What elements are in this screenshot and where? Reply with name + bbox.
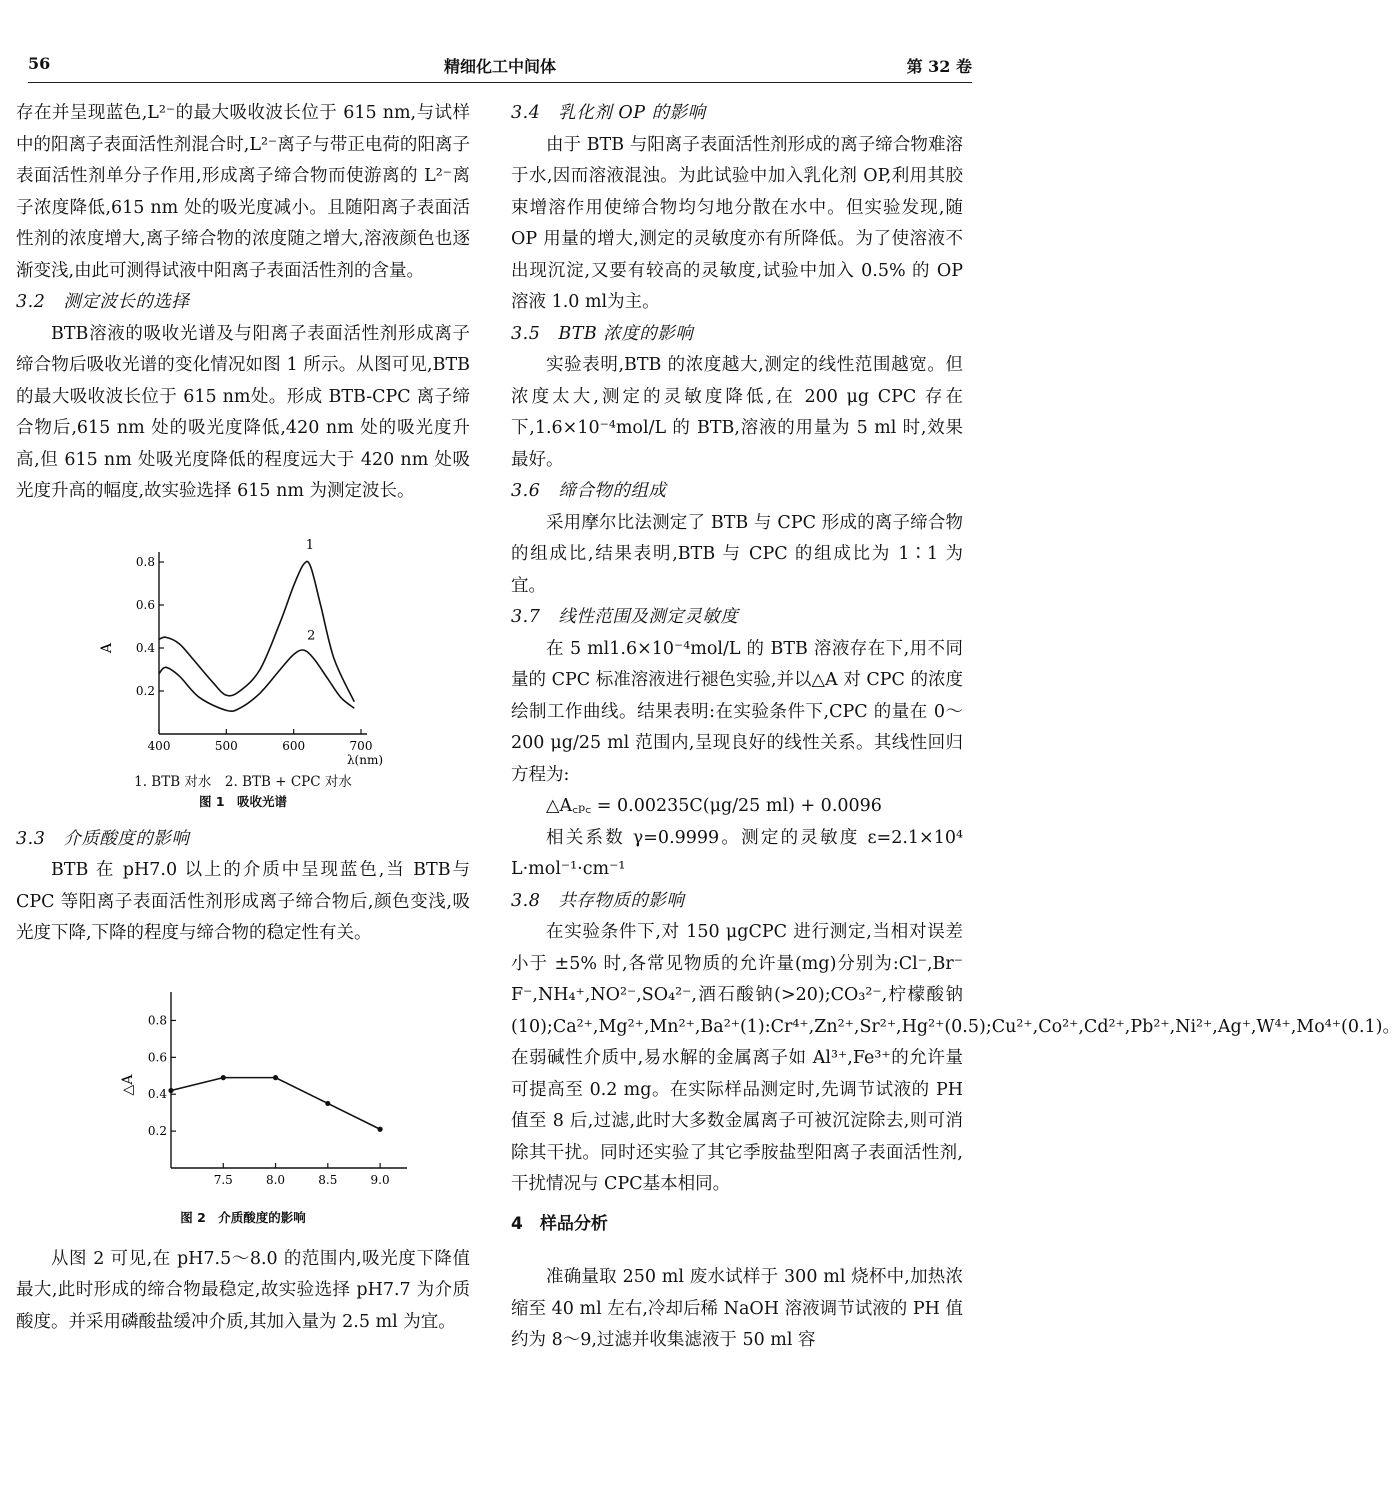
y-tick-label: 0.4: [147, 1086, 167, 1101]
x-tick-label: 700: [349, 738, 373, 753]
series-line-2: [159, 649, 354, 710]
page-header: [28, 50, 972, 78]
section-heading-3-3: 3.3 介质酸度的影响: [16, 828, 190, 849]
paragraph: 在实验条件下,对 150 μgCPC 进行测定,当相对误差小于 ±5% 时,各常见物质的允许量(mg)分别为:Cl⁻,Br⁻ F⁻,NH₄⁺,NO²⁻,SO₄²⁻,酒石酸钠(>20);CO₃²⁻,柠檬酸钠(10);Ca²⁺,Mg²⁺,Mn²⁺,Ba²⁺(1):Cr⁴⁺,Zn²⁺,Sr²⁺,Hg²⁺(0.5);Cu²⁺,Co²⁺,Cd²⁺,Pb²⁺,Ni²⁺,Ag⁺,W⁴⁺,Mo⁴⁺(0.1)。在弱碱性介质中,易水解的金属离子如 Al³⁺,Fe³⁺的允许量可提高至 0.2 mg。在实际样品测定时,先调节试液的 PH 值至 8 后,过滤,此时大多数金属离子可被沉淀除去,则可消除其干扰。同时还实验了其它季胺盐型阳离子表面活性剂,干扰情况与 CPC基本相同。: [511, 922, 1400, 1194]
figure-1-caption: 图 1 吸收光谱: [198, 793, 288, 809]
y-tick-label: 0.2: [135, 683, 155, 698]
y-axis-label: △A: [120, 1074, 136, 1095]
acidity-effect-chart: [16, 972, 470, 1208]
figure-2-caption: 图 2 介质酸度的影响: [180, 1209, 306, 1225]
x-tick-label: 400: [147, 738, 171, 753]
x-tick-label: 8.5: [318, 1172, 338, 1187]
x-tick-label: 9.0: [370, 1172, 390, 1187]
paragraph: 准确量取 250 ml 废水试样于 300 ml 烧杯中,加热浓缩至 40 ml 左右,冷却后稀 NaOH 溶液调节试液的 PH 值约为 8～9,过滤并收集滤液于 50 ml 容: [511, 1267, 963, 1350]
x-tick-label: 8.0: [265, 1172, 286, 1187]
y-tick-label: 0.6: [147, 1049, 167, 1064]
data-point: [273, 1075, 278, 1080]
page-number: 56: [28, 54, 51, 73]
data-point: [168, 1087, 173, 1092]
header-rule: [28, 82, 972, 83]
series-line-1: [159, 561, 354, 701]
section-heading-3-2: 3.2 测定波长的选择: [16, 292, 190, 312]
paragraph: 存在并呈现蓝色,L²⁻的最大吸收波长位于 615 nm,与试样中的阳离子表面活性剂混合时,L²⁻离子与带正电荷的阳离子表面活性剂单分子作用,形成离子缔合物而使游离的 L²⁻离子浓度降低,615 nm 处的吸光度减小。且随阳离子表面活性剂的浓度增大,离子缔合物的浓度随之增大,溶液颜色也逐渐变浅,由此可测得试液中阳离子表面活性剂的含量。: [16, 103, 470, 281]
y-tick-label: 0.8: [147, 1012, 167, 1027]
paragraph: 采用摩尔比法测定了 BTB 与 CPC 形成的离子缔合物的组成比,结果表明,BTB 与 CPC 的组成比为 1∶1 为宜。: [511, 512, 963, 596]
paragraph: 相关系数 γ=0.9999。测定的灵敏度 ε=2.1×10⁴ L·mol⁻¹·cm⁻¹: [511, 827, 963, 879]
section-heading-3-4: 3.4 乳化剂 OP 的影响: [511, 103, 706, 123]
regression-equation: △A꜀ₚ꜀ = 0.00235C(μg/25 ml) + 0.0096: [546, 796, 882, 816]
volume-label: 第 32 卷: [906, 57, 972, 76]
data-point: [325, 1100, 330, 1105]
x-axis-label: λ(nm): [346, 752, 384, 767]
paragraph: 实验表明,BTB 的浓度越大,测定的线性范围越宽。但浓度太大,测定的灵敏度降低,在 200 μg CPC 存在下,1.6×10⁻⁴mol/L 的 BTB,溶液的用量为 5 ml 时,效果最好。: [511, 355, 963, 470]
section-heading-3-7: 3.7 线性范围及测定灵敏度: [511, 607, 739, 627]
section-heading-3-8: 3.8 共存物质的影响: [511, 890, 685, 911]
series-line-1: [171, 1077, 380, 1129]
paragraph: BTB 在 pH7.0 以上的介质中呈现蓝色,当 BTB与 CPC 等阳离子表面活性剂形成离子缔合物后,颜色变浅,吸光度下降,下降的程度与缔合物的稳定性有关。: [16, 860, 470, 943]
left-column: [16, 98, 470, 1338]
section-heading-3-5: 3.5 BTB 浓度的影响: [511, 323, 694, 344]
figure-1: [16, 526, 470, 812]
x-tick-label: 600: [282, 738, 306, 753]
data-point: [377, 1126, 382, 1131]
section-heading-3-6: 3.6 缔合物的组成: [511, 481, 667, 501]
journal-title: 精细化工中间体: [443, 57, 556, 76]
right-column: [511, 98, 1400, 1357]
paragraph: BTB溶液的吸收光谱及与阳离子表面活性剂形成离子缔合物后吸收光谱的变化情况如图 1 所示。从图可见,BTB 的最大吸收波长位于 615 nm处。形成 BTB-CPC 离子缔合物后,615 nm 处的吸光度降低,420 nm 处的吸光度升高,但 615 nm 处吸光度降低的程度远大于 420 nm 处吸光度升高的幅度,故实验选择 615 nm 为测定波长。: [16, 323, 470, 501]
paragraph: 在 5 ml1.6×10⁻⁴mol/L 的 BTB 溶液存在下,用不同量的 CPC 标准溶液进行褪色实验,并以△A 对 CPC 的浓度绘制工作曲线。结果表明:在实验条件下,CPC 的量在 0～200 μg/25 ml 范围内,呈现良好的线性关系。其线性回归方程为:: [511, 638, 963, 785]
x-tick-label: 500: [214, 738, 238, 753]
figure-1-legend: 1. BTB 对水 2. BTB + CPC 对水: [134, 773, 352, 790]
x-tick-label: 7.5: [213, 1172, 233, 1187]
y-tick-label: 0.4: [135, 640, 155, 655]
series-label-2: 2: [307, 627, 316, 643]
data-point: [221, 1075, 226, 1080]
y-tick-label: 0.8: [135, 554, 155, 569]
y-axis-label: A: [99, 642, 115, 653]
paragraph: 由于 BTB 与阳离子表面活性剂形成的离子缔合物难溶于水,因而溶液混浊。为此试验中加入乳化剂 OP,利用其胶束增溶作用使缔合物均匀地分散在水中。但实验发现,随 OP 用量的增大,测定的灵敏度亦有所降低。为了使溶液不出现沉淀,又要有较高的灵敏度,试验中加入 0.5% 的 OP 溶液 1.0 ml为主。: [511, 134, 963, 312]
series-label-1: 1: [305, 537, 315, 553]
y-tick-label: 0.6: [135, 597, 155, 612]
figure-2: [16, 972, 470, 1228]
absorption-spectrum-chart: [16, 526, 470, 772]
section-heading-4: 4 样品分析: [511, 1213, 608, 1234]
paragraph: 从图 2 可见,在 pH7.5～8.0 的范围内,吸光度下降值最大,此时形成的缔合物最稳定,故实验选择 pH7.7 为介质酸度。并采用磷酸盐缓冲介质,其加入量为 2.5 ml 为宜。: [16, 1248, 470, 1332]
y-tick-label: 0.2: [147, 1123, 167, 1138]
